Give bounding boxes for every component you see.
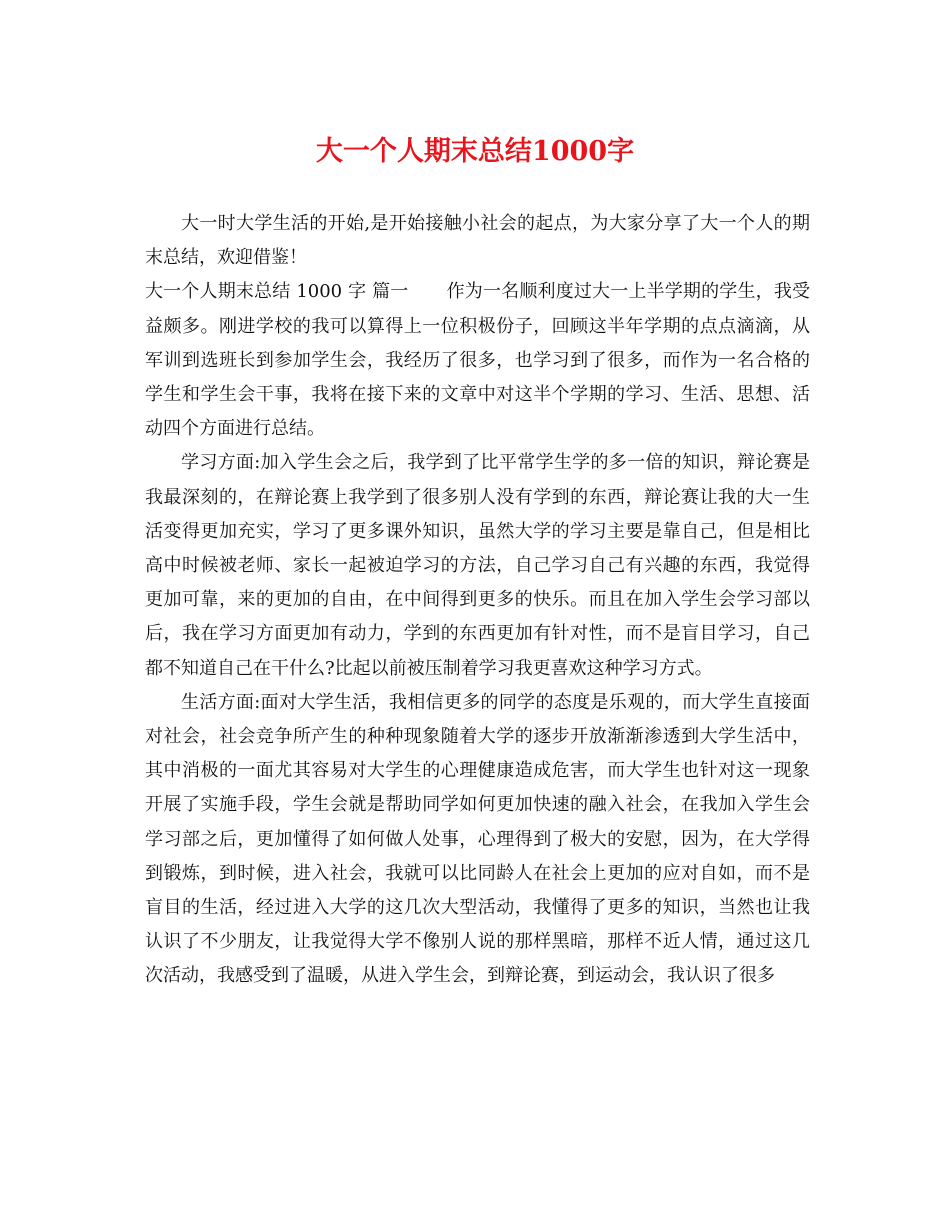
paragraph-1: 作为一名顺利度过大一上半学期的学生，我受益颇多。刚进学校的我可以算得上一位积极份子，回顾这半年学期的点点滴滴，从军训到选班长到参加学生会，我经历了很多，也学习到了很多，而作为一名合格的学生和学生会干事，我将在接下来的文章中对这半个学期的学习、生活、思想、活动四个方面进行总结。 xyxy=(145,281,810,440)
intro-paragraph: 大一时大学生活的开始,是开始接触小社会的起点，为大家分享了大一个人的期末总结，欢迎借鉴！ xyxy=(145,213,810,269)
document-title: 大一个人期末总结1000字 xyxy=(315,136,635,167)
paragraph-2: 学习方面:加入学生会之后，我学到了比平常学生学的多一倍的知识，辩论赛是我最深刻的，在辩论赛上我学到了很多别人没有学到的东西，辩论赛让我的大一生活变得更加充实，学习了更多课外知识，虽然大学的学习主要是靠自己，但是相比高中时候被老师、家长一起被迫学习的方法，自己学习自己有兴趣的东西，我觉得更加可靠，来的更加的自由，在中间得到更多的快乐。而且在加入学生会学习部以后，我在学习方面更加有动力，学到的东西更加有针对性，而不是盲目学习，自己都不知道自己在干什么?比起以前被压制着学习我更喜欢这种学习方式。 xyxy=(145,452,810,679)
section-paragraph xyxy=(145,275,810,446)
section-heading: 大一个人期末总结 1000 字 篇一 xyxy=(145,281,409,303)
paragraph-3: 生活方面:面对大学生活，我相信更多的同学的态度是乐观的，而大学生直接面对社会，社会竞争所产生的种种现象随着大学的逐步开放渐渐渗透到大学生活中，其中消极的一面尤其容易对大学生的心理健康造成危害，而大学生也针对这一现象开展了实施手段，学生会就是帮助同学如何更加快速的融入社会，在我加入学生会学习部之后，更加懂得了如何做人处事，心理得到了极大的安慰，因为，在大学得到锻炼，到时候，进入社会，我就可以比同龄人在社会上更加的应对自如，而不是盲目的生活，经过进入大学的这几次大型活动，我懂得了更多的知识，当然也让我认识了不少朋友，让我觉得大学不像别人说的那样黑暗，那样不近人情，通过这几次活动，我感受到了温暖，从进入学生会，到辩论赛，到运动会，我认识了很多 xyxy=(145,691,810,987)
document-body xyxy=(145,207,810,994)
